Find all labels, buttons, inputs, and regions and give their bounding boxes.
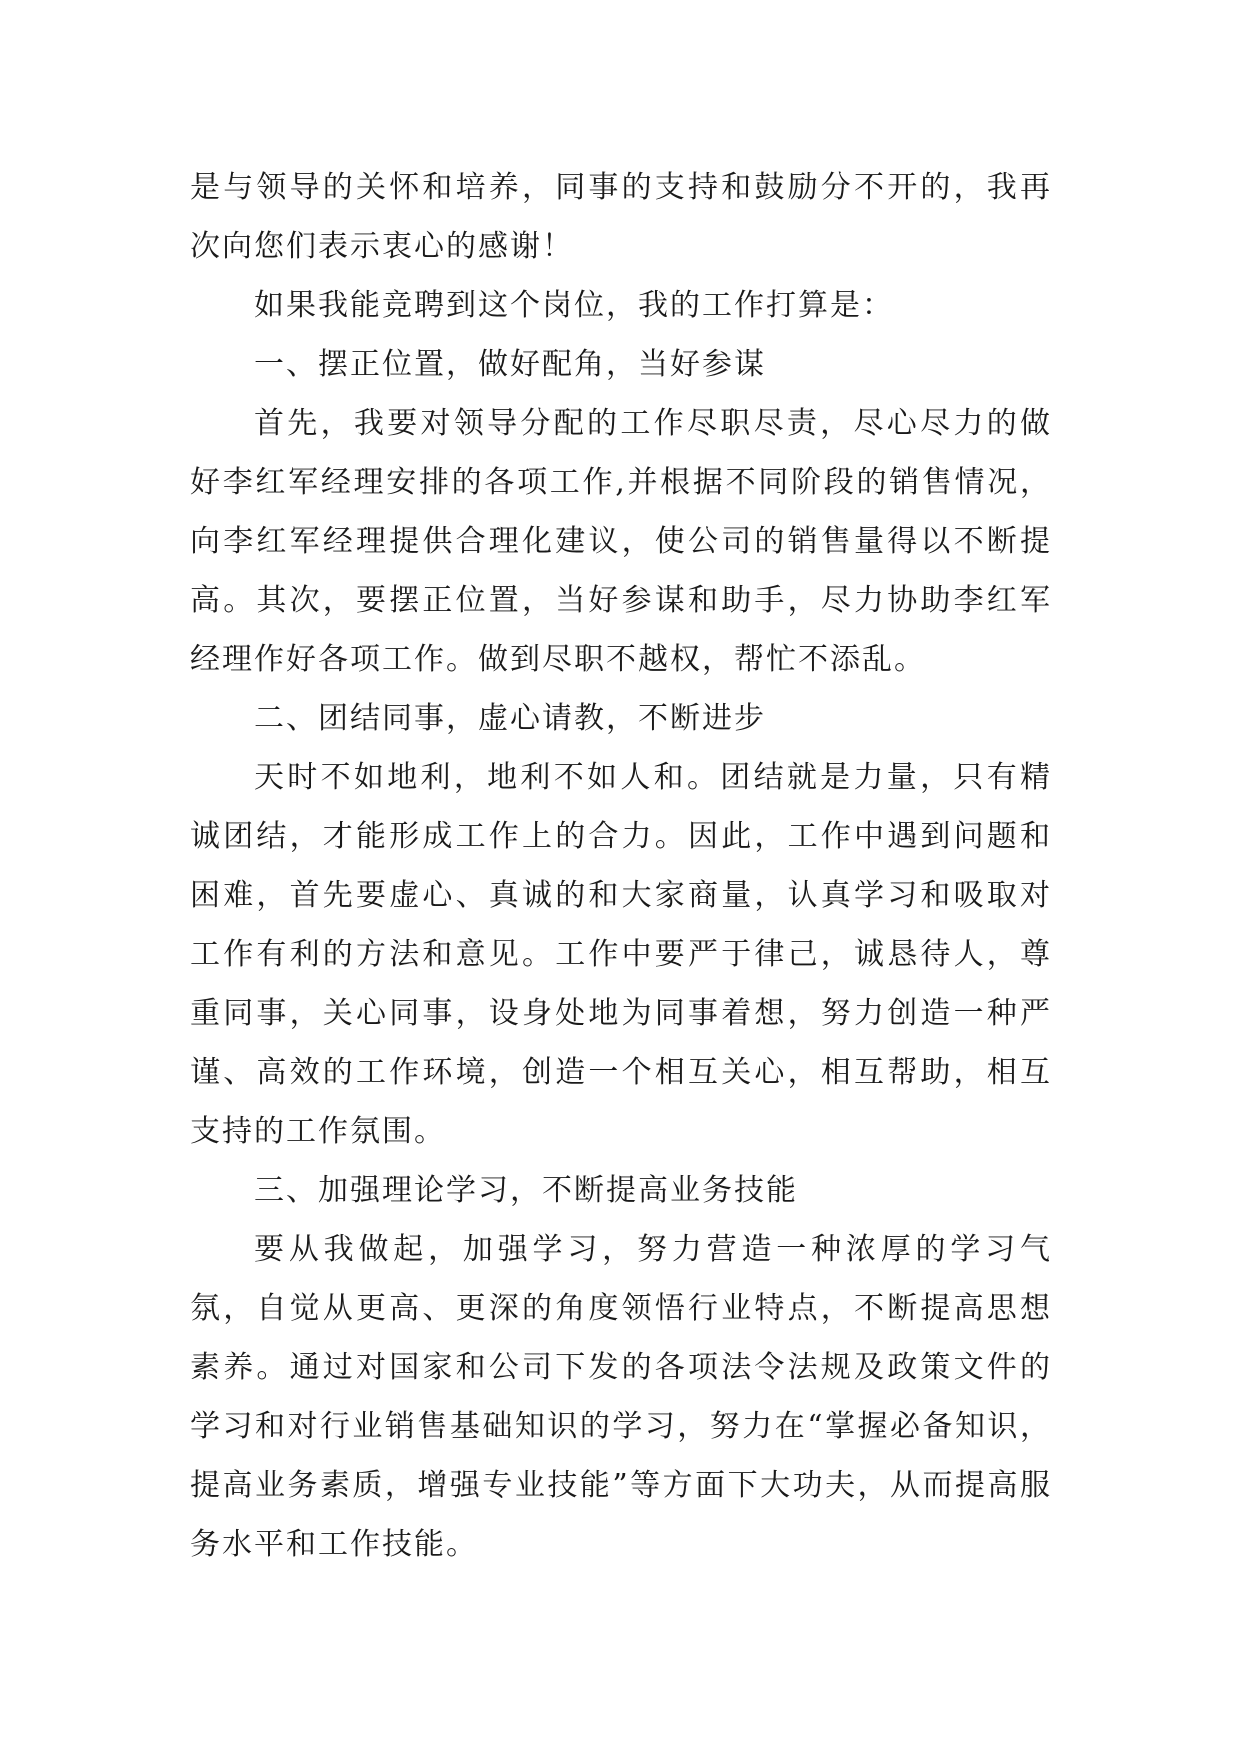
section-heading-1: 一、摆正位置，做好配角，当好参谋 (254, 347, 766, 382)
section-heading-3: 三、加强理论学习，不断提高业务技能 (254, 1173, 798, 1208)
document-body (190, 158, 1052, 1574)
paragraph-section-2-body: 天时不如地利，地利不如人和。团结就是力量，只有精诚团结，才能形成工作上的合力。因此，工作中遇到问题和困难，首先要虚心、真诚的和大家商量，认真学习和吸取对工作有利的方法和意见。工作中要严于律己，诚恳待人，尊重同事，关心同事，设身处地为同事着想，努力创造一种严谨、高效的工作环境，创造一个相互关心，相互帮助，相互支持的工作氛围。 (190, 760, 1052, 1149)
paragraph-closing-thanks: 是与领导的关怀和培养，同事的支持和鼓励分不开的，我再次向您们表示衷心的感谢！ (190, 170, 1052, 264)
paragraph-section-1-body: 首先，我要对领导分配的工作尽职尽责，尽心尽力的做好李红军经理安排的各项工作,并根据不同阶段的销售情况，向李红军经理提供合理化建议，使公司的销售量得以不断提高。其次，要摆正位置，当好参谋和助手，尽力协助李红军经理作好各项工作。做到尽职不越权，帮忙不添乱。 (190, 406, 1052, 677)
paragraph-section-3-body: 要从我做起，加强学习，努力营造一种浓厚的学习气氛，自觉从更高、更深的角度领悟行业特点，不断提高思想素养。通过对国家和公司下发的各项法令法规及政策文件的学习和对行业销售基础知识的学习，努力在“掌握必备知识，提高业务素质，增强专业技能”等方面下大功夫，从而提高服务水平和工作技能。 (190, 1232, 1052, 1562)
section-heading-2: 二、团结同事，虚心请教，不断进步 (254, 701, 766, 736)
paragraph-work-plan-intro: 如果我能竞聘到这个岗位，我的工作打算是： (254, 288, 894, 323)
